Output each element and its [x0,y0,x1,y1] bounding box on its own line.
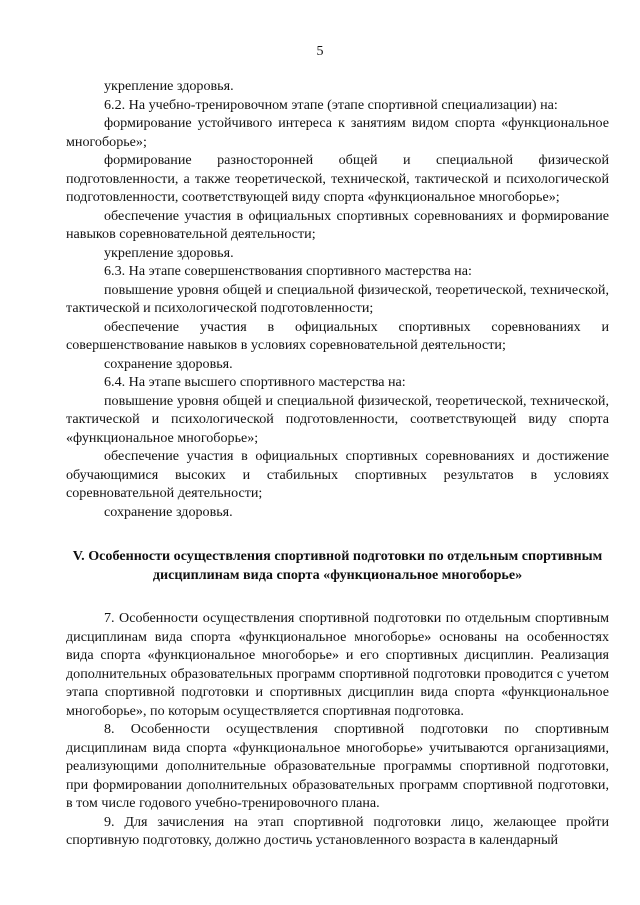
paragraph: обеспечение участия в официальных спортивных соревнованиях и формирование навыков соревновательной деятельности; [66,207,609,242]
paragraph: 6.3. На этапе совершенствования спортивного мастерства на: [104,263,472,279]
paragraph: обеспечение участия в официальных спортивных соревнованиях и достижение обучающимися высоких и стабильных спортивных результатов в условиях соревновательной деятельности; [66,448,609,501]
paragraph: 6.2. На учебно-тренировочном этапе (этапе спортивной специализации) на: [104,96,558,113]
paragraph: 7. Особенности осуществления спортивной подготовки по отдельным спортивным дисциплинам вида спорта «функциональное многоборье» основаны на особенностях вида спорта «функциональное многоборье» и его спортивных дисциплин. Реализация дополнительных образовательных программ спортивной подготовки проводится с учетом этапа спортивной подготовки и спортивных дисциплин вида спорта «функциональное многоборье», по которым осуществляется спортивная подготовка. [66,610,609,719]
paragraph: сохранение здоровья. [104,503,233,520]
page-number: 5 [316,44,324,59]
paragraph: 8. Особенности осуществления спортивной подготовки по спортивным дисциплинам вида спорта «функциональное многоборье» учитываются организациями, реализующими дополнительные образовательные программы спортивной подготовки, при формировании дополнительных образовательных программ спортивной подготовки, в том числе годового учебно-тренировочного плана. [66,721,609,811]
document-body [66,77,609,850]
paragraph: 9. Для зачисления на этап спортивной подготовки лицо, желающее пройти спортивную подготовку, должно достичь установленного возраста в календарный [66,813,609,848]
paragraph: формирование разносторонней общей и специальной физической подготовленности, а также теоретической, технической, тактической и психологической подготовленности, соответствующей виду спорта «функциональное многоборье»; [66,152,609,205]
paragraph: повышение уровня общей и специальной физической, теоретической, технической, тактической и психологической подготовленности, соответствующей виду спорта «функциональное многоборье»; [66,392,609,446]
paragraph: сохранение здоровья. [104,355,233,372]
paragraph: повышение уровня общей и специальной физической, теоретической, технической, тактической и психологической подготовленности; [66,281,609,316]
paragraph: обеспечение участия в официальных спортивных соревнованиях и совершенствование навыков в условиях соревновательной деятельности; [66,318,609,353]
paragraph: 6.4. На этапе высшего спортивного мастерства на: [104,374,406,390]
section-heading: V. Особенности осуществления спортивной подготовки по отдельным спортивным дисциплинам вида спорта «функциональное многоборье» [72,548,603,583]
paragraph: укрепление здоровья. [104,78,234,94]
paragraph: формирование устойчивого интереса к занятиям видом спорта «функциональное многоборье»; [66,115,609,150]
paragraph: укрепление здоровья. [104,244,234,261]
